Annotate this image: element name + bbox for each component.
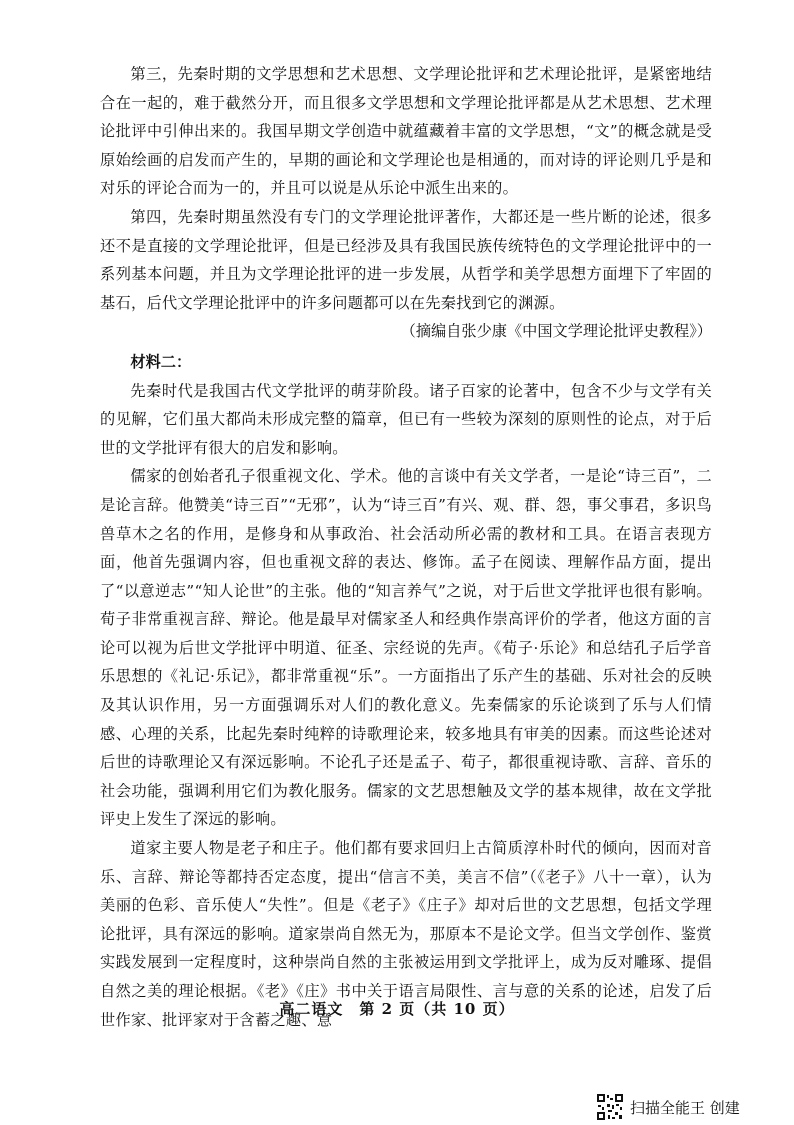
source-citation: （摘编自张少康《中国文学理论批评史教程》） <box>400 322 712 341</box>
paragraph-taoist: 道家主要人物是老子和庄子。他们都有要求回归上古简质淳朴时代的倾向，因而对音乐、言辞、辩论等都持否定态度，提出“信言不美，美言不信”（《老子》八十一章），认为美丽的色彩、音乐使人“失性”。但是《老子》《庄子》却对后世的文艺思想，包括文学理论批评，具有深远的影响。道家崇尚自然无为，那原本不是论文学。但当文学创作、鉴赏实践发展到一定程度时，这种崇尚自然的主张被运用到文学批评上，成为反对雕琢、提倡自然之美的理论根据。《老》《庄》书中关于语言局限性、言与意的关系的论述，启发了后世作家、批评家对于含蓄之趣、意 <box>100 839 712 1029</box>
paragraph-pre-qin-intro: 先秦时代是我国古代文学批评的萌芽阶段。诸子百家的论著中，包含不少与文学有关的见解，它们虽大都尚未形成完整的篇章，但已有一些较为深刻的原则性的论点，对于后世的文学批评有很大的启发和影响。 <box>100 381 712 457</box>
qr-code-icon <box>596 1093 624 1121</box>
paragraph-confucian: 儒家的创始者孔子很重视文化、学术。他的言谈中有关文学者，一是论“诗三百”，二是论言辞。他赞美“诗三百”“无邪”，认为“诗三百”有兴、观、群、怨，事父事君，多识鸟兽草木之名的作用，是修身和从事政治、社会活动所必需的教材和工具。在语言表现方面，他首先强调内容，但也重视文辞的表达、修饰。孟子在阅读、理解作品方面，提出了“以意逆志”“知人论世”的主张。他的“知言养气”之说，对于后世文学批评也很有影响。荀子非常重视言辞、辩论。他是最早对儒家圣人和经典作崇高评价的学者，他这方面的言论可以视为后世文学批评中明道、征圣、宗经说的先声。《荀子·乐论》和总结孔子后学音乐思想的《礼记·乐记》，都非常重视“乐”。一方面指出了乐产生的基础、乐对社会的反映及其认识作用，另一方面强调乐对人们的教化意义。先秦儒家的乐论谈到了乐与人们情感、心理的关系，比起先秦时纯粹的诗歌理论来，较多地具有审美的因素。而这些论述对后世的诗歌理论又有深远影响。不论孔子还是孟子、荀子，都很重视诗歌、言辞、音乐的社会功能，强调利用它们为教化服务。儒家的文艺思想触及文学的基本规律，故在文学批评史上发生了深远的影响。 <box>100 467 712 829</box>
scanner-watermark <box>596 1092 740 1122</box>
paragraph-third-point: 第三，先秦时期的文学思想和艺术思想、文学理论批评和艺术理论批评，是紧密地结合在一起的，难于截然分开，而且很多文学思想和文学理论批评都是从艺术思想、艺术理论批评中引伸出来的。我国早期文学创造中就蕴藏着丰富的文学思想，“文”的概念就是受原始绘画的启发而产生的，早期的画论和文学理论也是相通的，而对诗的评论则几乎是和对乐的评论合而为一的，并且可以说是从乐论中派生出来的。 <box>100 65 712 198</box>
document-page <box>100 60 712 1034</box>
material-two-heading: 材料二： <box>130 352 192 371</box>
scanner-brand-label: 扫描全能王 创建 <box>630 1098 740 1117</box>
paragraph-fourth-point: 第四，先秦时期虽然没有专门的文学理论批评著作，大都还是一些片断的论述，很多还不是直接的文学理论批评，但是已经涉及具有我国民族传统特色的文学理论批评中的一系列基本问题，并且为文学理论批评的进一步发展，从哲学和美学思想方面埋下了牢固的基石，后代文学理论批评中的许多问题都可以在先秦找到它的渊源。 <box>100 207 712 312</box>
page-footer: 高二语文 第 2 页（共 10 页） <box>279 1000 515 1018</box>
